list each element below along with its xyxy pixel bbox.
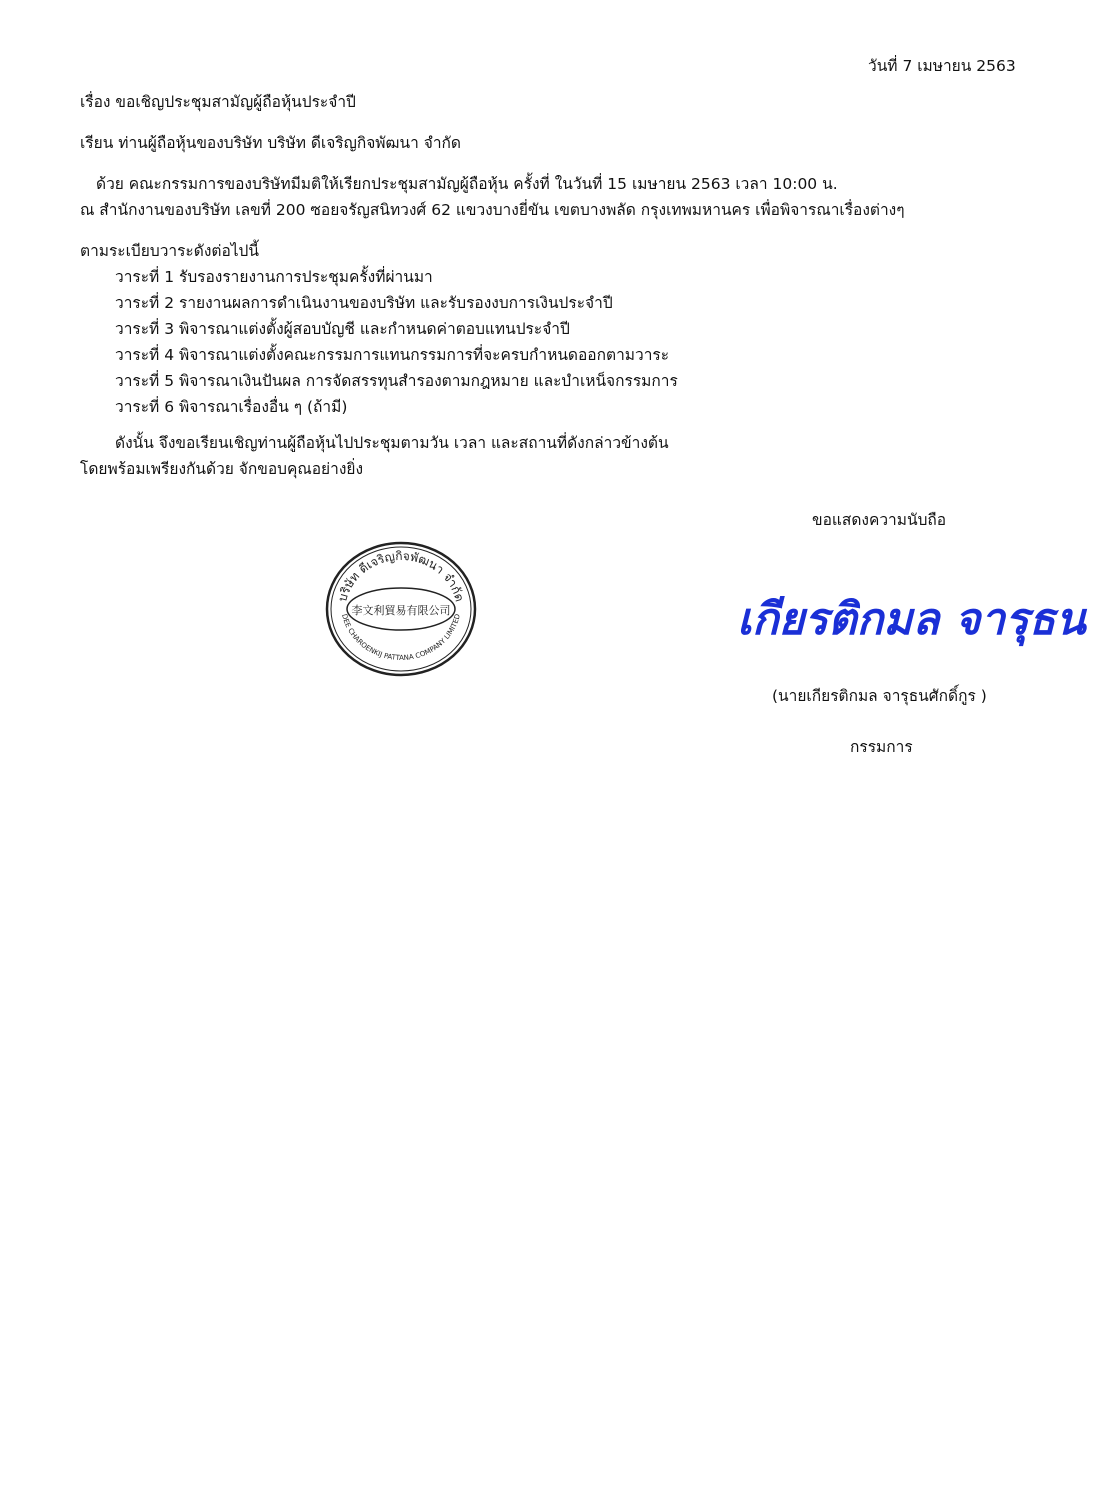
agenda-item: วาระที่ 5 พิจารณาเงินปันผล การจัดสรรทุนสำรองตามกฎหมาย และบำเหน็จกรรมการ [115,372,678,390]
seal-center-text: 李文利貿易有限公司 [351,604,451,617]
intro-line-1: ด้วย คณะกรรมการของบริษัทมีมติให้เรียกประชุมสามัญผู้ถือหุ้น ครั้งที่ ในวันที่ 15 เมษายน 2563 เวลา 10:00 น. [96,175,838,193]
signer-name: (นายเกียรติกมล จารุธนศักดิ์กูร ) [772,687,987,705]
intro-line-2: ณ สำนักงานของบริษัท เลขที่ 200 ซอยจรัญสนิทวงศ์ 62 แขวงบางยี่ขัน เขตบางพลัด กรุงเทพมหานคร เพื่อพิจารณาเรื่องต่างๆ [80,201,905,219]
closing-line-2: โดยพร้อมเพรียงกันด้วย จักขอบคุณอย่างยิ่ง [80,460,364,478]
signer-position: กรรมการ [850,738,913,756]
letter-date: วันที่ 7 เมษายน 2563 [868,57,1016,75]
agenda-item: วาระที่ 3 พิจารณาแต่งตั้งผู้สอบบัญชี และกำหนดค่าตอบแทนประจำปี [115,320,570,338]
agenda-item: วาระที่ 4 พิจารณาแต่งตั้งคณะกรรมการแทนกรรมการที่จะครบกำหนดออกตามวาระ [115,346,670,364]
signature [735,580,1110,655]
seal-bottom-text: DEE CHAROENKIJ PATTANA COMPANY LIMITED [340,613,462,663]
agenda-heading: ตามระเบียบวาระดังต่อไปนี้ [80,242,259,260]
closing-line-1: ดังนั้น จึงขอเรียนเชิญท่านผู้ถือหุ้นไปประชุมตามวัน เวลา และสถานที่ดังกล่าวข้างต้น [115,434,669,452]
company-seal [323,540,478,678]
letter-salutation: เรียน ท่านผู้ถือหุ้นของบริษัท บริษัท ดีเจริญกิจพัฒนา จำกัด [80,134,461,152]
signature-text: เกียรติกมล จารุธน [737,594,1086,645]
seal-top-text: บริษัท ดีเจริญกิจพัฒนา จำกัด [335,548,467,604]
agenda-item: วาระที่ 2 รายงานผลการดำเนินงานของบริษัท และรับรองงบการเงินประจำปี [115,294,613,312]
letter-subject: เรื่อง ขอเชิญประชุมสามัญผู้ถือหุ้นประจำปี [80,93,356,111]
agenda-item: วาระที่ 1 รับรองรายงานการประชุมครั้งที่ผ่านมา [115,268,433,286]
regards-text: ขอแสดงความนับถือ [812,511,947,529]
agenda-item: วาระที่ 6 พิจารณาเรื่องอื่น ๆ (ถ้ามี) [115,398,348,416]
